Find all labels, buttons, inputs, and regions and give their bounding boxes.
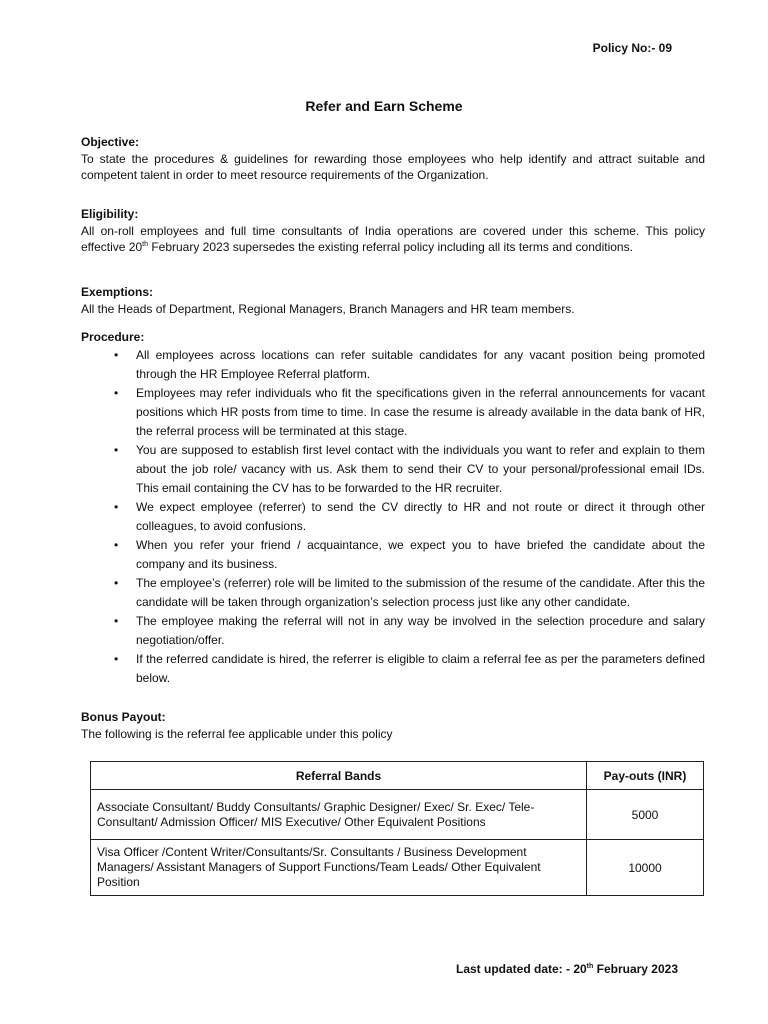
procedure-section — [81, 329, 705, 688]
bullet-icon: • — [114, 576, 119, 590]
last-updated-part2: February 2023 — [593, 962, 678, 976]
referral-band-cell: Associate Consultant/ Buddy Consultants/ Graphic Designer/ Exec/ Sr. Exec/ Tele-Consultant/ Admission Officer/ MIS Executive/ Other Equivalent Positions — [91, 790, 587, 840]
eligibility-date-suffix: th — [142, 241, 148, 248]
bullet-icon: • — [114, 443, 119, 457]
procedure-item — [81, 346, 705, 384]
bullet-icon: • — [114, 500, 119, 514]
exemptions-text: All the Heads of Department, Regional Managers, Branch Managers and HR team members. — [81, 302, 575, 316]
eligibility-heading: Eligibility: — [81, 207, 139, 221]
bullet-icon: • — [114, 386, 119, 400]
procedure-item — [81, 498, 705, 536]
bullet-icon: • — [114, 538, 119, 552]
payout-cell: 5000 — [587, 790, 704, 840]
procedure-item-text: Employees may refer individuals who fit the specifications given in the referral announcements for vacant positions which HR posts from time to time. In case the resume is already available in the data bank of HR, the referral process will be terminated at this stage. — [136, 386, 705, 438]
last-updated-date-suffix: th — [586, 963, 594, 970]
table-row — [91, 840, 704, 896]
eligibility-text — [81, 223, 705, 255]
exemptions-heading: Exemptions: — [81, 285, 154, 299]
table-row — [91, 790, 704, 840]
document-title: Refer and Earn Scheme — [305, 98, 463, 114]
referral-band-cell: Visa Officer /Content Writer/Consultants/Sr. Consultants / Business Development Managers/ Assistant Managers of Support Functions/Team Leads/ Other Equivalent Position — [91, 840, 587, 896]
payout-cell: 10000 — [587, 840, 704, 896]
last-updated-date — [456, 962, 678, 976]
procedure-item-text: When you refer your friend / acquaintance, we expect you to have briefed the candidate about the company and its business. — [136, 538, 705, 571]
referral-fee-table — [90, 761, 704, 896]
eligibility-text-part2: February 2023 supersedes the existing referral policy including all its terms and conditions. — [148, 240, 633, 254]
procedure-item — [81, 650, 705, 688]
objective-heading: Objective: — [81, 135, 140, 149]
column-header-referral-bands: Referral Bands — [91, 762, 587, 790]
column-header-payouts: Pay-outs (INR) — [587, 762, 704, 790]
procedure-item — [81, 441, 705, 498]
procedure-list — [81, 346, 705, 688]
procedure-item — [81, 612, 705, 650]
procedure-item-text: You are supposed to establish first level contact with the individuals you want to refer and explain to them about the job role/ vacancy with us. Ask them to send their CV to your personal/professional email IDs. This email containing the CV has to be forwarded to the HR recruiter. — [136, 443, 705, 495]
table-header-row — [91, 762, 704, 790]
procedure-item-text: The employee’s (referrer) role will be limited to the submission of the resume of the candidate. After this the candidate will be taken through organization’s selection process just like any other candidate. — [136, 576, 705, 609]
procedure-item-text: We expect employee (referrer) to send the CV directly to HR and not route or direct it through other colleagues, to avoid confusions. — [136, 500, 705, 533]
procedure-item-text: If the referred candidate is hired, the referrer is eligible to claim a referral fee as per the parameters defined below. — [136, 652, 705, 685]
bonus-section — [81, 709, 705, 742]
exemptions-section — [81, 284, 705, 317]
objective-section — [81, 134, 705, 183]
bonus-text: The following is the referral fee applicable under this policy — [81, 727, 393, 741]
last-updated-part1: Last updated date: - 20 — [455, 962, 587, 976]
bullet-icon: • — [114, 348, 119, 362]
procedure-item — [81, 384, 705, 441]
procedure-item-text: The employee making the referral will not in any way be involved in the selection procedure and salary negotiation/offer. — [136, 614, 705, 647]
bullet-icon: • — [114, 652, 119, 666]
bullet-icon: • — [114, 614, 119, 628]
eligibility-text-part1: All on-roll employees and full time consultants of India operations are covered under this scheme. This policy effective 20 — [81, 224, 705, 254]
objective-text: To state the procedures & guidelines for rewarding those employees who help identify and attract suitable and competent talent in order to meet resource requirements of the Organization. — [81, 152, 705, 182]
procedure-item — [81, 536, 705, 574]
policy-number: Policy No:- 09 — [592, 41, 672, 55]
bonus-heading: Bonus Payout: — [81, 710, 166, 724]
procedure-item — [81, 574, 705, 612]
procedure-heading: Procedure: — [81, 330, 145, 344]
procedure-item-text: All employees across locations can refer suitable candidates for any vacant position being promoted through the HR Employee Referral platform. — [136, 348, 705, 381]
eligibility-section — [81, 206, 705, 255]
